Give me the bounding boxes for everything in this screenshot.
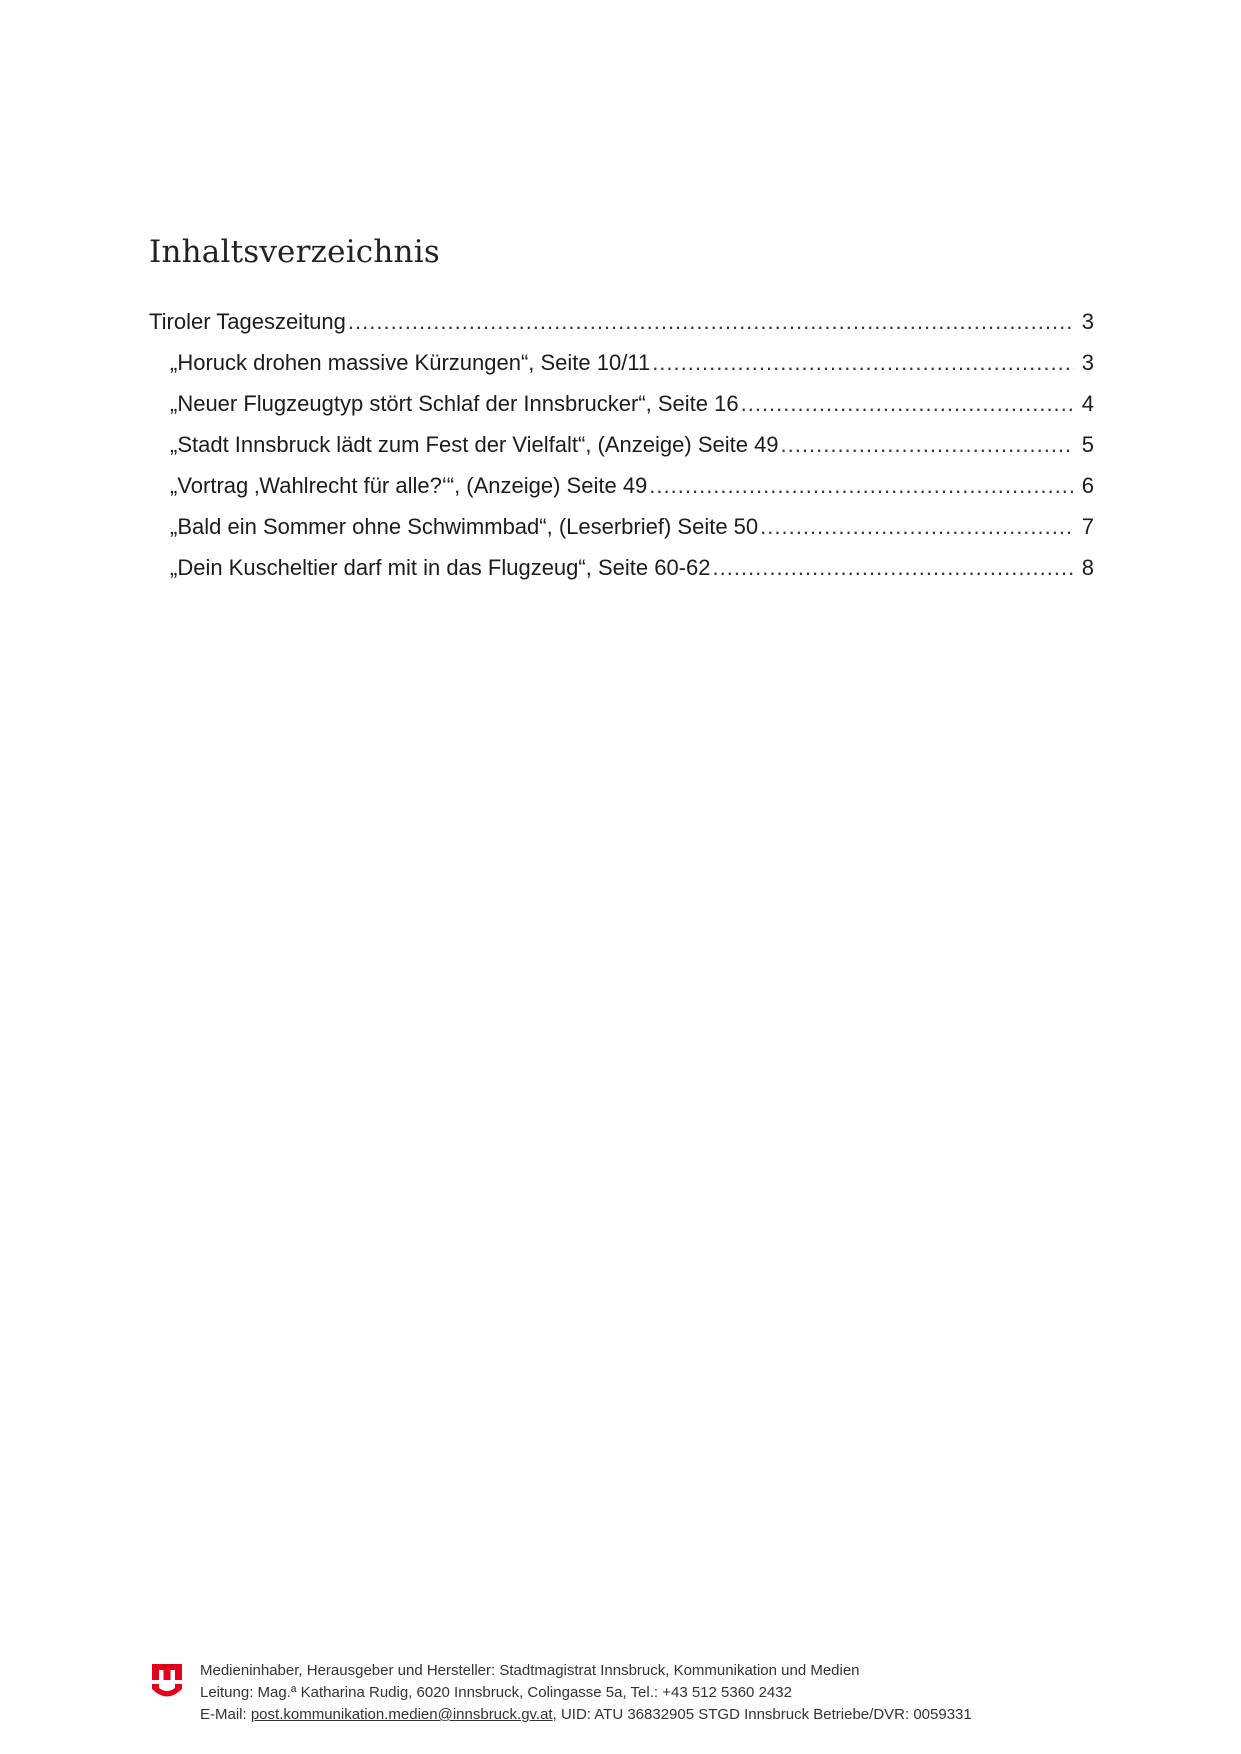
page-title: Inhaltsverzeichnis (149, 234, 440, 270)
toc-page-number: 3 (1081, 350, 1094, 375)
toc-entry-text: „Bald ein Sommer ohne Schwimmbad“, (Leserbrief) Seite 50 (170, 514, 759, 539)
toc-leader-dots (781, 429, 1074, 461)
toc-leader-dots (760, 511, 1074, 543)
toc-leader-dots (712, 552, 1074, 584)
toc-entry-text: „Vortrag ‚Wahlrecht für alle?‘“, (Anzeige) Seite 49 (170, 473, 648, 498)
footer-contact-line (200, 1704, 972, 1726)
toc-entry-kuscheltier[interactable] (149, 552, 1094, 593)
footer-email-link[interactable]: post.kommunikation.medien@innsbruck.gv.at (250, 1706, 553, 1723)
innsbruck-logo-icon (150, 1662, 184, 1702)
page-footer (150, 1660, 1100, 1726)
toc-entry-text: „Stadt Innsbruck lädt zum Fest der Vielfalt“, (Anzeige) Seite 49 (170, 432, 779, 457)
toc-entry-text: „Horuck drohen massive Kürzungen“, Seite 10/11 (170, 350, 651, 375)
toc-entry-text: Tiroler Tageszeitung (149, 309, 346, 334)
footer-uid-text: , UID: ATU 36832905 STGD Innsbruck Betriebe/DVR: 0059331 (552, 1706, 972, 1723)
toc-leader-dots (741, 388, 1074, 420)
toc-page-number: 5 (1081, 432, 1094, 457)
footer-management-line: Leitung: Mag.ª Katharina Rudig, 6020 Innsbruck, Colingasse 5a, Tel.: +43 512 5360 2432 (200, 1684, 792, 1701)
toc-entry-horuck[interactable] (149, 347, 1094, 388)
footer-publisher-line: Medieninhaber, Herausgeber und Hersteller: Stadtmagistrat Innsbruck, Kommunikation und Medien (200, 1662, 860, 1679)
toc-page-number: 7 (1081, 514, 1094, 539)
footer-email-label: E-Mail: (200, 1706, 251, 1723)
toc-page-number: 4 (1081, 391, 1094, 416)
toc-entry-text: „Dein Kuscheltier darf mit in das Flugzeug“, Seite 60-62 (170, 555, 711, 580)
toc-entry-tiroler-tageszeitung[interactable] (149, 306, 1094, 347)
toc-entry-text: „Neuer Flugzeugtyp stört Schlaf der Innsbrucker“, Seite 16 (170, 391, 739, 416)
toc-entry-schwimmbad[interactable] (149, 511, 1094, 552)
toc-leader-dots (649, 470, 1074, 502)
table-of-contents (149, 306, 1094, 593)
toc-page-number: 3 (1081, 309, 1094, 334)
toc-entry-fest-der-vielfalt[interactable] (149, 429, 1094, 470)
toc-entry-vortrag-wahlrecht[interactable] (149, 470, 1094, 511)
toc-page-number: 6 (1081, 473, 1094, 498)
toc-leader-dots (652, 347, 1074, 379)
toc-page-number: 8 (1081, 555, 1094, 580)
toc-entry-flugzeugtyp[interactable] (149, 388, 1094, 429)
toc-leader-dots (348, 306, 1074, 338)
